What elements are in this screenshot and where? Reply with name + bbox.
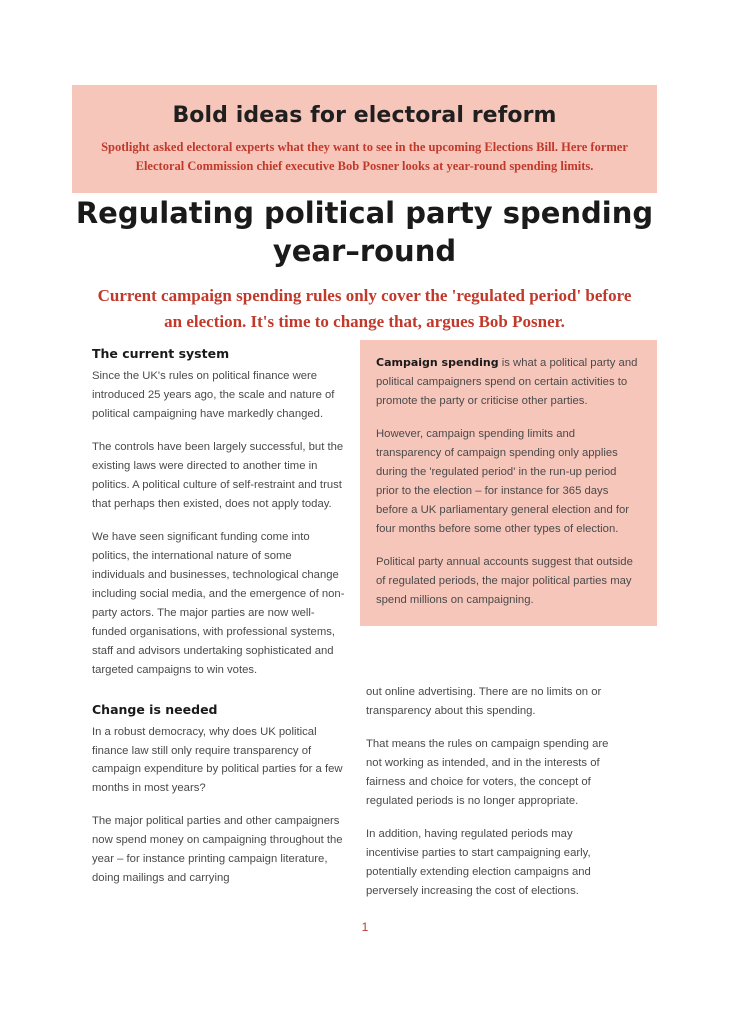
page-title: Regulating political party spending year–round xyxy=(75,196,654,268)
section-heading-current-system: The current system xyxy=(92,346,230,361)
paragraph: out online advertising. There are no limits on or transparency about this spending. xyxy=(366,686,602,717)
callout-lead-paragraph xyxy=(376,354,641,411)
right-column xyxy=(366,683,621,901)
callout-paragraph: However, campaign spending limits and transparency of campaign spending only applies during the 'regulated period' in the run-up period prior to the election – for instance for 365 days before a UK parliamentary general election and for four months before some other types of election. xyxy=(376,427,630,535)
paragraph: We have seen significant funding come into politics, the international nature of some individuals and businesses, technological change including social media, and the emergence of non-party actors. The major parties are now well-funded organisations, with professional systems, staff and advisors undertaking sophisticated and targeted campaigns to win votes. xyxy=(92,530,345,676)
callout-lead-in: Campaign spending xyxy=(376,356,499,369)
paragraph: The major political parties and other campaigners now spend money on campaigning throughout the year – for instance printing campaign literature, doing mailings and carrying xyxy=(92,815,343,885)
banner xyxy=(72,85,657,193)
campaign-spending-callout xyxy=(360,340,657,626)
callout-lead-rest: is what a political party and political campaigners spend on certain activities to promote the party or criticise other parties. xyxy=(376,357,638,407)
paragraph: That means the rules on campaign spending are not working as intended, and in the interests of fairness and choice for voters, the concept of regulated periods is no longer appropriate. xyxy=(366,737,609,807)
banner-title: Bold ideas for electoral reform xyxy=(172,103,557,128)
paragraph: In a robust democracy, why does UK political finance law still only require transparency of campaign expenditure by political parties for a few months in most years? xyxy=(92,725,343,795)
standfirst: Current campaign spending rules only cover the 'regulated period' before an election. It's time to change that, argues Bob Posner. xyxy=(97,286,632,331)
callout-paragraph: Political party annual accounts suggest that outside of regulated periods, the major political parties may spend millions on campaigning. xyxy=(376,555,633,606)
paragraph: Since the UK's rules on political finance were introduced 25 years ago, the scale and nature of political campaigning have markedly changed. xyxy=(92,370,335,420)
banner-subtitle: Spotlight asked electoral experts what they want to see in the upcoming Elections Bill. Here former Electoral Commission chief executive Bob Posner looks at year-round spending limits. xyxy=(101,140,628,174)
paragraph: In addition, having regulated periods may incentivise parties to start campaigning early, potentially extending election campaigns and perversely increasing the cost of elections. xyxy=(366,827,591,897)
page-number: 1 xyxy=(361,920,369,934)
left-column xyxy=(92,346,347,888)
paragraph: The controls have been largely successful, but the existing laws were directed to another time in politics. A political culture of self-restraint and trust that perhaps then existed, does not apply today. xyxy=(92,440,344,510)
section-heading-change-is-needed: Change is needed xyxy=(92,701,218,717)
